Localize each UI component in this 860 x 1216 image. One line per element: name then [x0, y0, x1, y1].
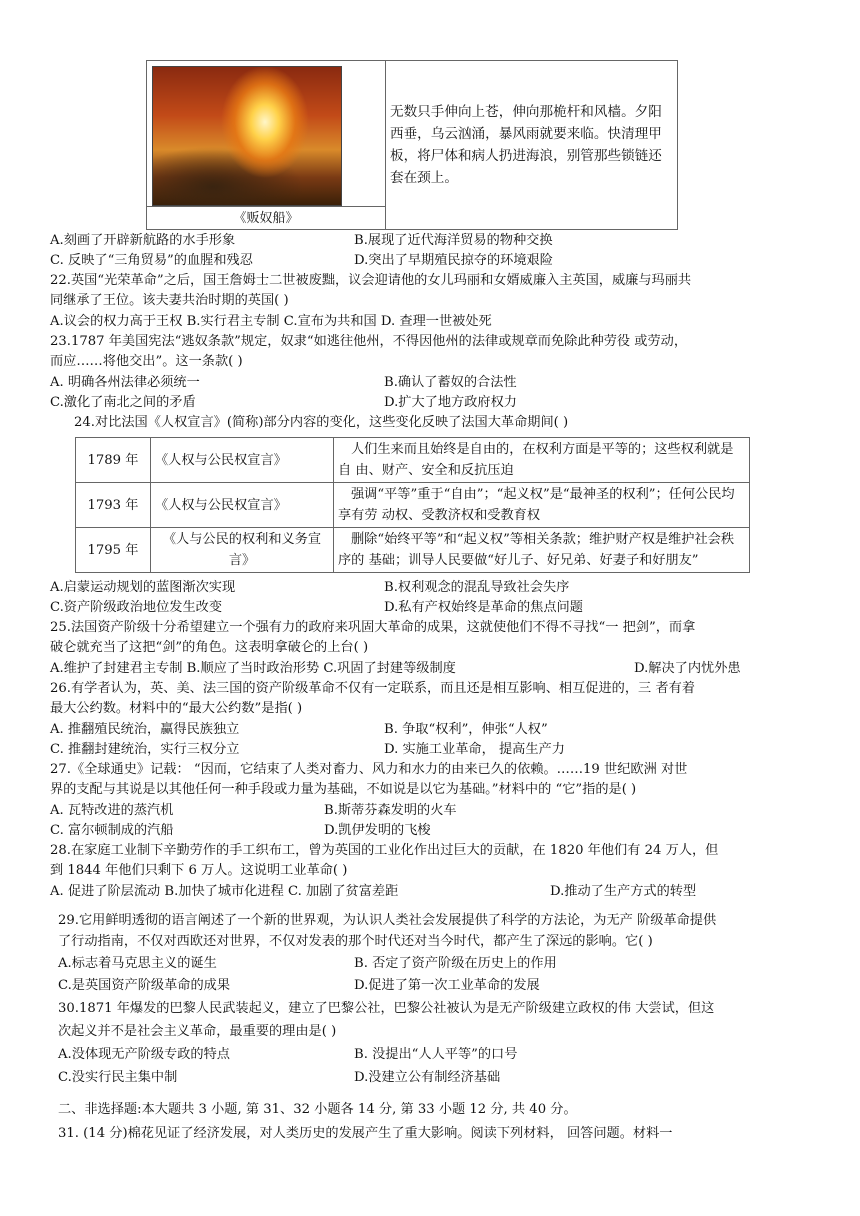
table-row	[76, 483, 750, 528]
q26-option-b: B. 争取“权利”，伸张“人权”	[384, 722, 548, 737]
q23-option-c: C.激化了南北之间的矛盾	[50, 395, 196, 410]
q23-stem-2: 而应……将他交出”。这一条款( )	[50, 354, 243, 369]
q30-stem-2: 次起义并不是社会主义革命，最重要的理由是( )	[58, 1024, 337, 1039]
q24-stem: 24.对比法国《人权宣言》(简称)部分内容的变化，这些变化反映了法国大革命期间( )	[74, 415, 569, 430]
q23-stem-1: 23.1787 年美国宪法“逃奴条款”规定，奴隶“如逃往他州，不得因他州的法律或规章而免除此种劳役 或劳动，	[50, 334, 688, 349]
q28-option-d: D.推动了生产方式的转型	[550, 884, 697, 899]
table-cell-year: 1795 年	[76, 528, 151, 573]
q25-stem-2: 破仑就充当了这把“剑”的角色。这表明拿破仑的上台( )	[50, 640, 369, 655]
poem-text: 无数只手伸向上苍，伸向那桅杆和风樯。夕阳西垂，乌云汹涌，暴风雨就要来临。快清理甲板，将尸体和病人扔进海浪，别管那些锁链还套在颈上。	[390, 104, 662, 186]
q25-stem-1: 25.法国资产阶级十分希望建立一个强有力的政府来巩固大革命的成果，这就使他们不得不寻找“一 把剑”，而拿	[50, 620, 696, 635]
table-cell-content: 强调“平等”重于“自由”；“起义权”是“最神圣的权利”；任何公民均享有劳 动权、受教济权和受教育权	[334, 483, 750, 528]
table-cell-title: 《人与公民的权利和义务宣言》	[151, 528, 334, 573]
q29-option-a: A.标志着马克思主义的诞生	[58, 956, 217, 971]
q25-option-d: D.解决了内忧外患	[634, 661, 741, 676]
painting-caption: 《贩奴船》	[147, 207, 386, 230]
table-row	[76, 438, 750, 483]
table-cell-title: 《人权与公民权宣言》	[151, 483, 334, 528]
q27-option-b: B.斯蒂芬森发明的火车	[324, 803, 457, 818]
q24-option-a: A.启蒙运动规划的蓝图渐次实现	[50, 580, 236, 595]
q24-option-c: C.资产阶级政治地位发生改变	[50, 600, 223, 615]
section-two-heading: 二、非选择题:本大题共 3 小题, 第 31、32 小题各 14 分, 第 33 小题 12 分, 共 40 分。	[58, 1102, 577, 1117]
painting-cell	[147, 61, 386, 207]
q30-option-d: D.没建立公有制经济基础	[354, 1070, 501, 1085]
q21-option-b: B.展现了近代海洋贸易的物种交换	[354, 233, 553, 248]
poem-cell	[386, 61, 678, 230]
q27-option-c: C. 富尔顿制成的汽船	[50, 823, 174, 838]
q26-option-c: C. 推翻封建统治，实行三权分立	[50, 742, 240, 757]
q29-option-c: C.是英国资产阶级革命的成果	[58, 978, 231, 993]
table-cell-title: 《人权与公民权宣言》	[151, 438, 334, 483]
table-cell-year: 1793 年	[76, 483, 151, 528]
q28-stem-2: 到 1844 年他们只剩下 6 万人。这说明工业革命( )	[50, 863, 348, 878]
table-cell-year: 1789 年	[76, 438, 151, 483]
table-cell-content: 删除“始终平等”和“起义权”等相关条款；维护财产权是维护社会秩序的 基础；训导人民要做“好儿子、好兄弟、好妻子和好朋友”	[334, 528, 750, 573]
q24-option-b: B.权利观念的混乱导致社会失序	[384, 580, 570, 595]
slave-ship-painting	[152, 66, 342, 206]
q29-option-b: B. 否定了资产阶级在历史上的作用	[354, 956, 557, 971]
q23-option-d: D.扩大了地方政府权力	[384, 395, 517, 410]
q21-option-d: D.突出了早期殖民掠夺的环境艰险	[354, 253, 553, 268]
table-row	[76, 528, 750, 573]
q26-stem-2: 最大公约数。材料中的“最大公约数”是指( )	[50, 701, 303, 716]
q22-options: A.议会的权力高于王权 B.实行君主专制 C.宣布为共和国 D. 查理一世被处死	[50, 314, 492, 329]
q27-option-d: D.凯伊发明的飞梭	[324, 823, 431, 838]
q29-stem-1: 29.它用鲜明透彻的语言阐述了一个新的世界观，为认识人类社会发展提供了科学的方法论，为无产 阶级革命提供	[58, 913, 717, 928]
q21-option-c: C. 反映了“三角贸易”的血腥和残忍	[50, 253, 253, 268]
q24-option-d: D.私有产权始终是革命的焦点问题	[384, 600, 583, 615]
q23-option-b: B.确认了蓄奴的合法性	[384, 375, 517, 390]
q28-stem-1: 28.在家庭工业制下辛勤劳作的手工织布工，曾为英国的工业化作出过巨大的贡献，在 1820 年他们有 24 万人，但	[50, 843, 719, 858]
q27-option-a: A. 瓦特改进的蒸汽机	[50, 803, 174, 818]
q30-option-c: C.没实行民主集中制	[58, 1070, 178, 1085]
q23-option-a: A. 明确各州法律必须统一	[50, 375, 200, 390]
q29-stem-2: 了行动指南，不仅对西欧还对世界，不仅对发表的那个时代还对当今时代，都产生了深远的影响。它( )	[58, 934, 653, 949]
q26-option-d: D. 实施工业革命， 提高生产力	[384, 742, 565, 757]
q25-options-abc: A.维护了封建君主专制 B.顺应了当时政治形势 C.巩固了封建等级制度	[50, 661, 456, 676]
image-poem-table	[146, 60, 678, 230]
q22-stem-1: 22.英国“光荣革命”之后，国王詹姆士二世被废黜，议会迎请他的女儿玛丽和女婿威廉入主英国，威廉与玛丽共	[50, 273, 692, 288]
q29-option-d: D.促进了第一次工业革命的发展	[354, 978, 540, 993]
q26-stem-1: 26.有学者认为，英、美、法三国的资产阶级革命不仅有一定联系，而且还是相互影响、相互促进的，三 者有着	[50, 681, 695, 696]
q22-stem-2: 同继承了王位。该夫妻共治时期的英国( )	[50, 293, 289, 308]
q30-option-b: B. 没提出“人人平等”的口号	[354, 1047, 518, 1062]
q27-stem-2: 界的支配与其说是以其他任何一种手段或力量为基础，不如说是以它为基础。”材料中的 “它”指的是( )	[50, 782, 637, 797]
q28-options-abc: A. 促进了阶层流动 B.加快了城市化进程 C. 加剧了贫富差距	[50, 884, 399, 899]
q21-option-a: A.刻画了开辟新航路的水手形象	[50, 233, 236, 248]
q30-stem-1: 30.1871 年爆发的巴黎人民武装起义，建立了巴黎公社，巴黎公社被认为是无产阶级建立政权的伟 大尝试，但这	[58, 1001, 715, 1016]
q26-option-a: A. 推翻殖民统治，赢得民族独立	[50, 722, 240, 737]
declaration-table	[75, 437, 750, 573]
table-cell-content: 人们生来而且始终是自由的，在权利方面是平等的；这些权利就是自 由、财产、安全和反抗压迫	[334, 438, 750, 483]
q30-option-a: A.没体现无产阶级专政的特点	[58, 1047, 230, 1062]
q27-stem-1: 27.《全球通史》记载： “因而，它结束了人类对畜力、风力和水力的由来已久的依赖。……19 世纪欧洲 对世	[50, 762, 688, 777]
q31-stem: 31. (14 分)棉花见证了经济发展，对人类历史的发展产生了重大影响。阅读下列材料， 回答问题。材料一	[58, 1126, 673, 1141]
